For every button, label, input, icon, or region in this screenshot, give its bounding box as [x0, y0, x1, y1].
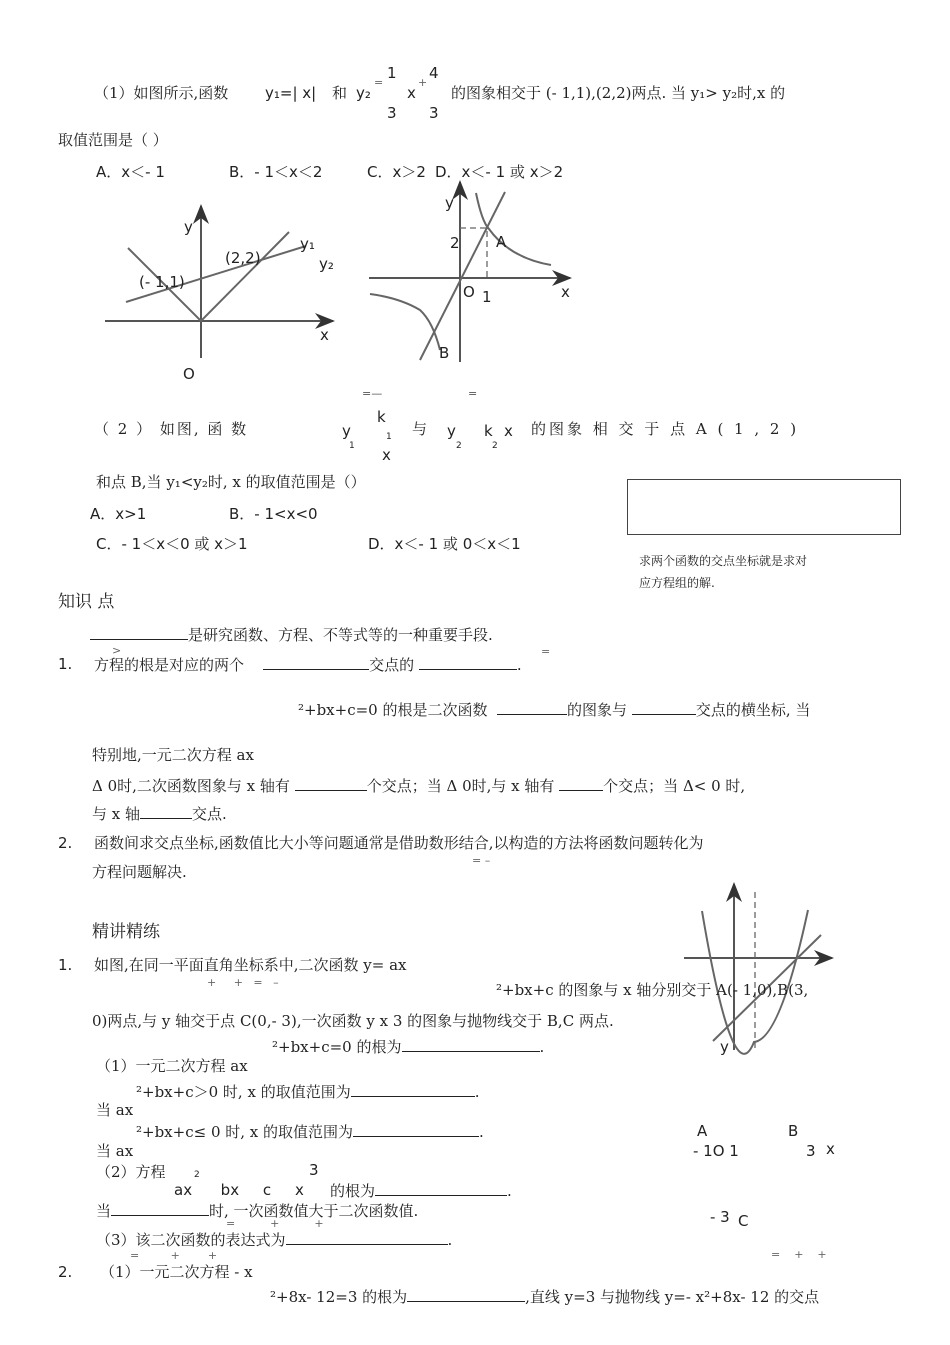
- knowledge-item1-line3: 特别地,一元二次方程 ax: [92, 746, 254, 764]
- q1-y1-expr: y₁=| x|: [265, 84, 317, 102]
- sub1-b-period: .: [474, 1083, 480, 1101]
- practice-sub2-a: （2）方程: [96, 1163, 166, 1181]
- practice-sub2-ops: = + +: [226, 1217, 324, 1230]
- fig3-point-a: A: [697, 1122, 708, 1140]
- fig3-x-label: x: [826, 1140, 835, 1158]
- practice-p1-ops: + + = –: [207, 976, 279, 989]
- sub2-c-text: 当: [96, 1202, 112, 1220]
- sub1-d-text: ²+bx+c≤ 0 时, x 的取值范围为: [136, 1123, 354, 1141]
- knowledge-item2-line1: 函数间求交点坐标,函数值比大小等问题通常是借助数形结合,以构造的方法将函数问题转化为: [94, 834, 704, 852]
- hint-box: [627, 479, 901, 535]
- hint-line1: 求两个函数的交点坐标就是求对: [639, 554, 808, 568]
- q2-x-den: x: [382, 446, 391, 464]
- practice-sub2-sup3: 3: [309, 1161, 319, 1179]
- practice-p2-num: 2.: [58, 1263, 73, 1281]
- blank-item1-c[interactable]: [497, 700, 567, 715]
- practice-sub2-b: [330, 1181, 512, 1200]
- blank-item1-g[interactable]: [140, 804, 192, 819]
- knowledge-item1-line5: [92, 804, 227, 823]
- practice-sub1-a: （1）一元二次方程 ax: [96, 1057, 248, 1075]
- knowledge-item1-line2: [298, 700, 810, 719]
- knowledge-item2-line2: 方程问题解决.: [92, 863, 187, 881]
- q2-y1-sub: 1: [349, 441, 355, 451]
- blank-sub2-roots[interactable]: [375, 1181, 507, 1196]
- q2-eq-top2: =: [468, 387, 478, 400]
- q1-frac1-den: 3: [387, 104, 397, 122]
- practice-p2-ops: = + +: [771, 1248, 827, 1261]
- practice-sub1-b: [136, 1082, 479, 1101]
- q1-y2-label: y₂: [356, 84, 371, 102]
- fig2-origin: O: [463, 283, 475, 301]
- fig3-tick-3: 3: [806, 1142, 816, 1160]
- blank-p2-roots[interactable]: [407, 1287, 525, 1302]
- q1-option-a: A．x＜- 1: [96, 163, 165, 181]
- fig2-y-label: y: [445, 194, 454, 212]
- item1-line5-a: 与 x 轴: [92, 805, 140, 823]
- item1-line4-c: 个交点；当 Δ< 0 时,: [603, 777, 746, 795]
- blank-item1-a[interactable]: [263, 655, 369, 670]
- q1-intro: （1）如图所示,函数: [94, 84, 229, 102]
- fig1-point1: (- 1,1): [139, 273, 185, 291]
- blank-item1-d[interactable]: [632, 700, 696, 715]
- q1-eq-sign: =: [374, 76, 384, 89]
- item1-line2-b: 的图象与: [567, 701, 628, 719]
- blank-item1-e[interactable]: [295, 776, 367, 791]
- q1-frac2-den: 3: [429, 104, 439, 122]
- p2-line2-b: ,直线 y=3 与抛物线 y=- x²+8x- 12 的交点: [525, 1288, 820, 1306]
- item1-text-b: 交点的: [369, 656, 415, 674]
- blank-sub3-expr[interactable]: [286, 1230, 448, 1245]
- stray-mark-3: = –: [472, 854, 491, 867]
- q2-intro: （ 2 ） 如图, 函 数: [94, 420, 249, 438]
- fig1-curve1: y₁: [300, 235, 315, 253]
- practice-p1-line1: 如图,在同一平面直角坐标系中,二次函数 y= ax: [94, 956, 407, 974]
- fig2-point-b: B: [439, 344, 450, 362]
- q2-y1: y: [342, 422, 351, 440]
- practice-p1-line2: ²+bx+c 的图象与 x 轴分别交于 A(- 1,0),B(3,: [496, 981, 809, 999]
- blank-item1-f[interactable]: [559, 776, 603, 791]
- q2-option-c: C．- 1＜x＜0 或 x＞1: [96, 535, 248, 553]
- sub1-b-text: ²+bx+c＞0 时, x 的取值范围为: [136, 1083, 351, 1101]
- q2-k1: k: [377, 408, 386, 426]
- knowledge-intro: [90, 625, 493, 644]
- knowledge-item1: [94, 655, 522, 674]
- hint-line2: 应方程组的解.: [639, 576, 715, 590]
- stray-mark-1: >: [112, 644, 122, 657]
- q1-line2: 取值范围是（ ）: [58, 131, 168, 149]
- item1-text-a: 方程的根是对应的两个: [94, 656, 245, 674]
- q1-and: 和: [332, 84, 348, 102]
- q2-y2-sub: 2: [456, 441, 462, 451]
- q1-option-b: B．- 1＜x＜2: [229, 163, 323, 181]
- q2-rest: 的图象 相 交 于 点 A ( 1 , 2 ): [531, 420, 800, 438]
- item1-line2-a: ²+bx+c=0 的根是二次函数: [298, 701, 488, 719]
- blank-item1-b[interactable]: [419, 655, 517, 670]
- item1-line4-b: 个交点；当 Δ 0时,与 x 轴有: [366, 777, 555, 795]
- q2-k2-sub: 2: [492, 441, 498, 451]
- practice-sub3-ops: = + +: [130, 1249, 218, 1262]
- fig1-curve2: y₂: [319, 255, 334, 273]
- fig2-tick-x: 1: [482, 288, 492, 306]
- practice-p1-line3: 0)两点,与 y 轴交于点 C(0,- 3),一次函数 y x 3 的图象与抛物线交于 B,C 两点.: [92, 1012, 614, 1030]
- q1-rest: 的图象相交于 (- 1,1),(2,2)两点. 当 y₁> y₂时,x 的: [451, 84, 786, 102]
- blank-sub1-b[interactable]: [351, 1082, 475, 1097]
- knowledge-heading: 知识 点: [58, 592, 115, 612]
- knowledge-intro-suffix: 是研究函数、方程、不等式等的一种重要手段.: [188, 626, 493, 644]
- fig2-point-a: A: [496, 233, 507, 251]
- fig3-y-label: y: [720, 1038, 729, 1056]
- practice-sub2-terms: ax bx c x: [174, 1181, 304, 1199]
- fig2-line: [420, 192, 505, 360]
- practice-sub1-c: 当 ax: [96, 1101, 134, 1119]
- item1-end: .: [516, 656, 522, 674]
- practice-heading: 精讲精练: [92, 922, 160, 942]
- q2-k1-sub: 1: [386, 432, 392, 442]
- p2-line2-a: ²+8x- 12=3 的根为: [270, 1288, 408, 1306]
- practice-sub1-e: 当 ax: [96, 1142, 134, 1160]
- q1-plus-sign: +: [418, 76, 428, 89]
- knowledge-item2-num: 2.: [58, 834, 73, 852]
- practice-p2-line2: [270, 1287, 819, 1306]
- item1-line5-b: 交点.: [192, 805, 227, 823]
- fig1-point2: (2,2): [225, 249, 261, 267]
- fig3-tick-neg3: - 3: [710, 1208, 730, 1226]
- blank-sub2-when[interactable]: [111, 1201, 209, 1216]
- item1-line2-c: 交点的横坐标, 当: [695, 701, 811, 719]
- practice-p1-line4: [272, 1037, 544, 1056]
- practice-sub2-sup2: 2: [194, 1170, 200, 1180]
- sub2-b-text: 的根为: [330, 1182, 376, 1200]
- fig2-x-label: x: [561, 283, 570, 301]
- fig3-ticks-x: - 1O 1: [693, 1142, 739, 1160]
- q1-option-c: C．x＞2: [367, 163, 426, 181]
- q1-option-d: D．x＜- 1 或 x＞2: [435, 163, 564, 181]
- q2-option-d: D．x＜- 1 或 0＜x＜1: [368, 535, 521, 553]
- practice-p1-num: 1.: [58, 956, 73, 974]
- q2-x2: x: [504, 422, 513, 440]
- sub3-text: （3）该二次函数的表达式为: [96, 1231, 286, 1249]
- q2-option-a: A．x>1: [90, 505, 147, 523]
- q2-k2: k: [484, 422, 493, 440]
- practice-p2-line1: （1）一元二次方程 - x: [100, 1263, 253, 1281]
- sub2-b-period: .: [507, 1182, 512, 1200]
- sub2-d-text: 时, 一次函数值大于二次函数值.: [209, 1202, 419, 1220]
- fig1-y-label: y: [184, 218, 193, 236]
- knowledge-item1-line4: [92, 776, 745, 795]
- fig1-x-label: x: [320, 326, 329, 344]
- q2-line2: 和点 B,当 y₁<y₂时, x 的取值范围是（）: [96, 473, 366, 491]
- fig3-point-c: C: [738, 1212, 749, 1230]
- blank-intro[interactable]: [90, 625, 188, 640]
- item1-line4-a: Δ 0时,二次函数图象与 x 轴有: [92, 777, 290, 795]
- p1-line4-text: ²+bx+c=0 的根为: [272, 1038, 402, 1056]
- blank-p1-roots[interactable]: [402, 1037, 540, 1052]
- q1-frac2-num: 4: [429, 64, 439, 82]
- sub3-period: .: [447, 1231, 453, 1249]
- q2-y2: y: [447, 422, 456, 440]
- fig2-tick-y: 2: [450, 234, 460, 252]
- sub1-d-period: .: [479, 1123, 484, 1141]
- q2-option-b: B．- 1<x<0: [229, 505, 318, 523]
- p1-line4-period: .: [539, 1038, 545, 1056]
- q1-frac1-num: 1: [387, 64, 397, 82]
- fig1-origin: O: [183, 365, 195, 383]
- knowledge-item1-num: 1.: [58, 655, 73, 673]
- fig3-point-b: B: [788, 1122, 799, 1140]
- practice-sub1-d: [136, 1122, 484, 1141]
- q1-x-var: x: [407, 84, 416, 102]
- stray-mark-2: =: [541, 645, 551, 658]
- q2-yu: 与: [412, 420, 428, 438]
- q2-eq-top1: =—: [362, 387, 383, 400]
- blank-sub1-d[interactable]: [353, 1122, 479, 1137]
